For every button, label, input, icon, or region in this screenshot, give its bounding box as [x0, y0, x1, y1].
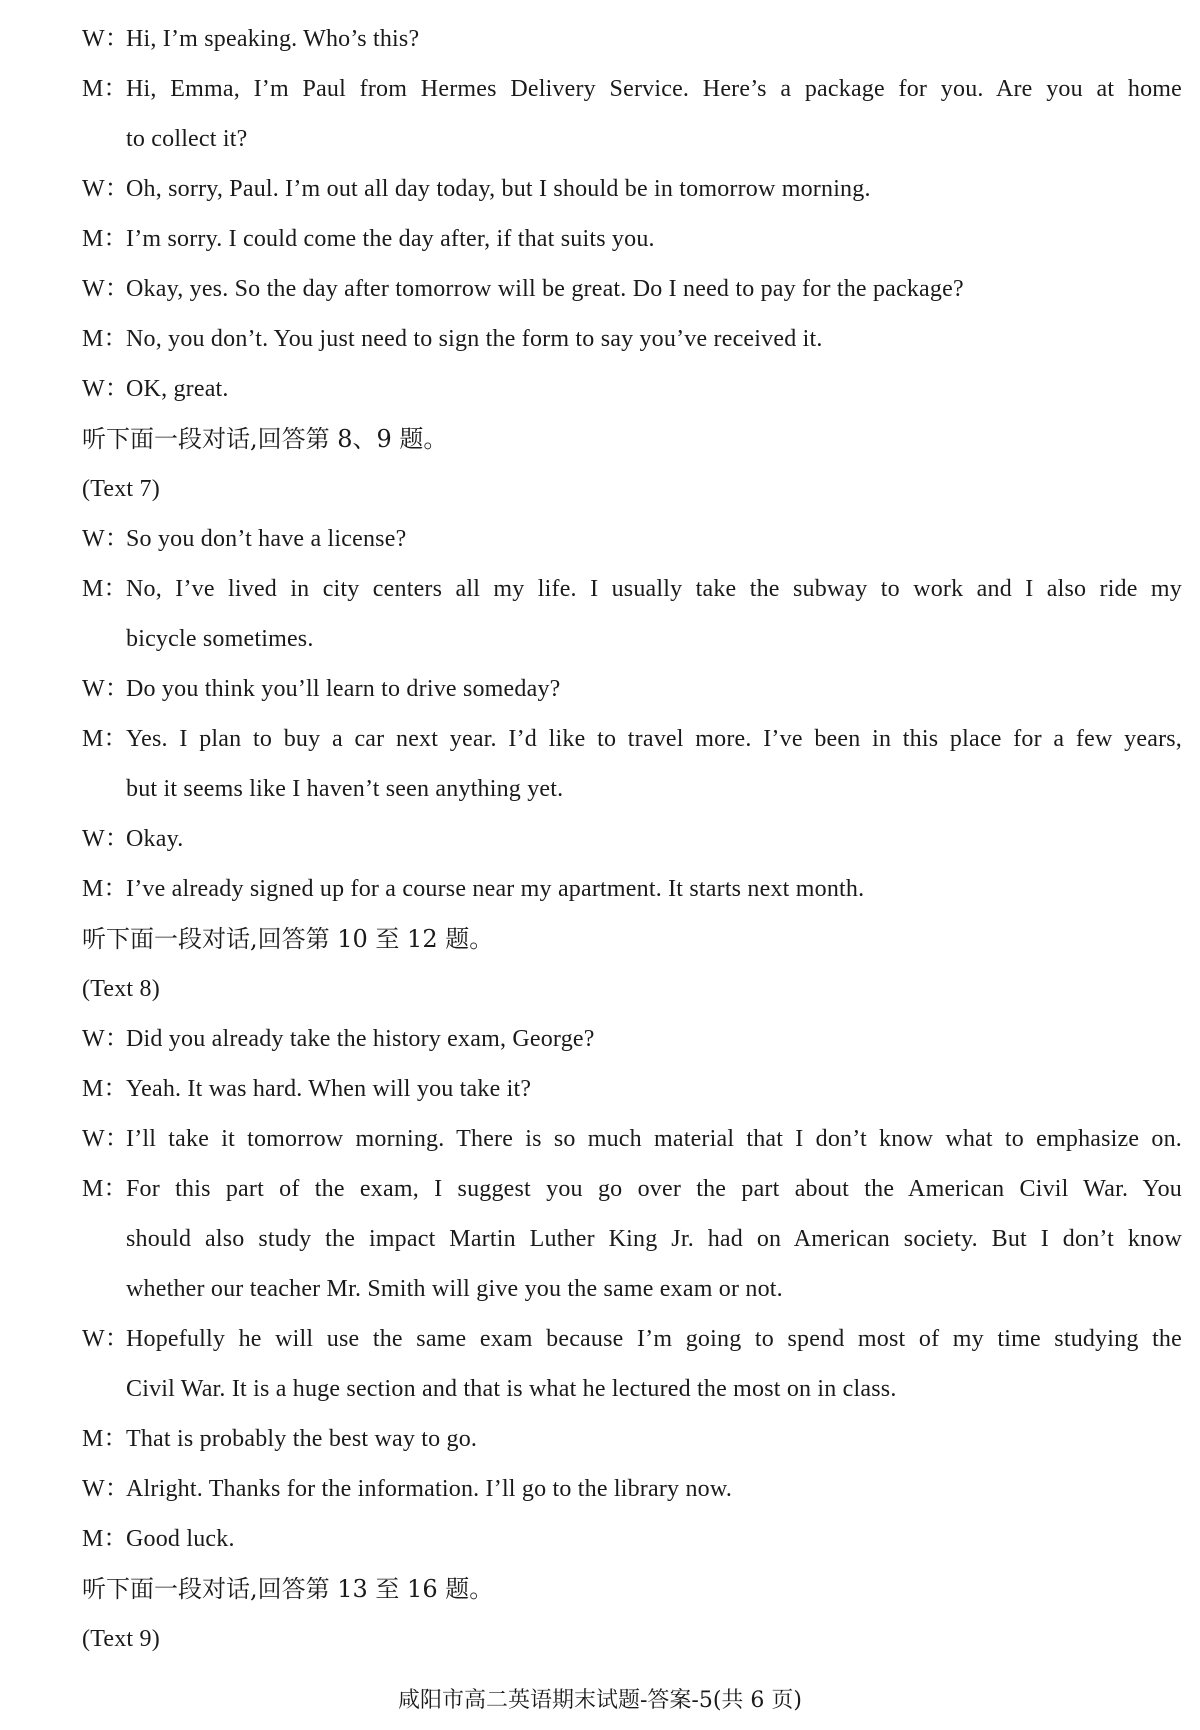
- instruction-text: 听下面一段对话,回答第 13 至 16 题。: [82, 1575, 494, 1603]
- speaker-label: M：: [82, 326, 128, 352]
- line-text: Yes. I plan to buy a car next year. I’d like to travel more. I’ve been in this place for a few years,: [126, 726, 1182, 752]
- line-text: No, you don’t. You just need to sign the form to say you’ve received it.: [126, 326, 823, 352]
- dialogue-line: [82, 272, 1182, 306]
- dialogue-line: [82, 822, 1182, 856]
- speaker-label: M：: [82, 1076, 128, 1102]
- line-text: For this part of the exam, I suggest you go over the part about the American Civil War. You: [126, 1176, 1182, 1202]
- speaker-label: M：: [82, 1526, 128, 1552]
- dialogue-line-continuation: [126, 122, 1182, 156]
- line-text: but it seems like I haven’t seen anything yet.: [126, 776, 564, 802]
- dialogue-line: [82, 522, 1182, 556]
- speaker-label: M：: [82, 576, 128, 602]
- speaker-label: W：: [82, 376, 130, 402]
- speaker-label: W：: [82, 176, 130, 202]
- speaker-label: W：: [82, 1126, 130, 1152]
- speaker-label: W：: [82, 1326, 130, 1352]
- dialogue-line: [82, 1472, 1182, 1506]
- dialogue-line: [82, 1322, 1182, 1356]
- dialogue-line: [82, 872, 1182, 906]
- dialogue-line: [82, 672, 1182, 706]
- speaker-label: M：: [82, 76, 128, 102]
- line-text: I’m sorry. I could come the day after, if that suits you.: [126, 226, 655, 252]
- dialogue-line: [82, 1072, 1182, 1106]
- speaker-label: M：: [82, 226, 128, 252]
- speaker-label: W：: [82, 526, 130, 552]
- section-instruction: [82, 422, 1182, 456]
- dialogue-line-continuation: [126, 1272, 1182, 1306]
- dialogue-line: [82, 372, 1182, 406]
- line-text: to collect it?: [126, 126, 248, 152]
- dialogue-line-continuation: [126, 772, 1182, 806]
- dialogue-line: [82, 1522, 1182, 1556]
- heading-text: (Text 8): [82, 976, 160, 1002]
- speaker-label: M：: [82, 726, 128, 752]
- dialogue-line: [82, 1122, 1182, 1156]
- line-text: Civil War. It is a huge section and that is what he lectured the most on in class.: [126, 1376, 897, 1402]
- speaker-label: M：: [82, 1426, 128, 1452]
- speaker-label: W：: [82, 1026, 130, 1052]
- dialogue-line: [82, 572, 1182, 606]
- speaker-label: W：: [82, 1476, 130, 1502]
- line-text: Oh, sorry, Paul. I’m out all day today, but I should be in tomorrow morning.: [126, 176, 871, 202]
- instruction-text: 听下面一段对话,回答第 8、9 题。: [82, 425, 448, 453]
- line-text: should also study the impact Martin Luther King Jr. had on American society. But I don’t know: [126, 1226, 1182, 1252]
- line-text: Did you already take the history exam, George?: [126, 1026, 595, 1052]
- speaker-label: W：: [82, 26, 130, 52]
- line-text: Okay.: [126, 826, 184, 852]
- line-text: That is probably the best way to go.: [126, 1426, 478, 1452]
- line-text: Do you think you’ll learn to drive someday?: [126, 676, 561, 702]
- speaker-label: W：: [82, 676, 130, 702]
- line-text: Hopefully he will use the same exam because I’m going to spend most of my time studying the: [126, 1326, 1182, 1352]
- dialogue-line: [82, 1172, 1182, 1206]
- line-text: So you don’t have a license?: [126, 526, 407, 552]
- text-heading: [82, 472, 1182, 506]
- line-text: Hi, Emma, I’m Paul from Hermes Delivery Service. Here’s a package for you. Are you at home: [126, 76, 1182, 102]
- dialogue-line: [82, 1422, 1182, 1456]
- line-text: Good luck.: [126, 1526, 235, 1552]
- heading-text: (Text 9): [82, 1626, 160, 1652]
- dialogue-line: [82, 722, 1182, 756]
- page-footer: 咸阳市高二英语期末试题-答案-5(共 6 页): [397, 1688, 802, 1713]
- instruction-text: 听下面一段对话,回答第 10 至 12 题。: [82, 925, 494, 953]
- line-text: Alright. Thanks for the information. I’ll go to the library now.: [126, 1476, 733, 1502]
- dialogue-line: [82, 72, 1182, 106]
- dialogue-line-continuation: [126, 1222, 1182, 1256]
- speaker-label: M：: [82, 1176, 128, 1202]
- dialogue-line-continuation: [126, 622, 1182, 656]
- dialogue-line: [82, 22, 1182, 56]
- line-text: No, I’ve lived in city centers all my life. I usually take the subway to work and I also ride my: [126, 576, 1182, 602]
- dialogue-line-continuation: [126, 1372, 1182, 1406]
- line-text: I’ll take it tomorrow morning. There is so much material that I don’t know what to emphasize on.: [126, 1126, 1182, 1152]
- dialogue-line: [82, 322, 1182, 356]
- speaker-label: W：: [82, 826, 130, 852]
- line-text: Okay, yes. So the day after tomorrow will be great. Do I need to pay for the package?: [126, 276, 964, 302]
- dialogue-line: [82, 172, 1182, 206]
- speaker-label: W：: [82, 276, 130, 302]
- dialogue-line: [82, 1022, 1182, 1056]
- line-text: Yeah. It was hard. When will you take it?: [126, 1076, 532, 1102]
- text-heading: [82, 972, 1182, 1006]
- line-text: OK, great.: [126, 376, 229, 402]
- dialogue-line: [82, 222, 1182, 256]
- text-heading: [82, 1622, 1182, 1656]
- line-text: bicycle sometimes.: [126, 626, 314, 652]
- line-text: whether our teacher Mr. Smith will give you the same exam or not.: [126, 1276, 783, 1302]
- line-text: I’ve already signed up for a course near my apartment. It starts next month.: [126, 876, 865, 902]
- section-instruction: [82, 1572, 1182, 1606]
- heading-text: (Text 7): [82, 476, 160, 502]
- section-instruction: [82, 922, 1182, 956]
- line-text: Hi, I’m speaking. Who’s this?: [126, 26, 420, 52]
- speaker-label: M：: [82, 876, 128, 902]
